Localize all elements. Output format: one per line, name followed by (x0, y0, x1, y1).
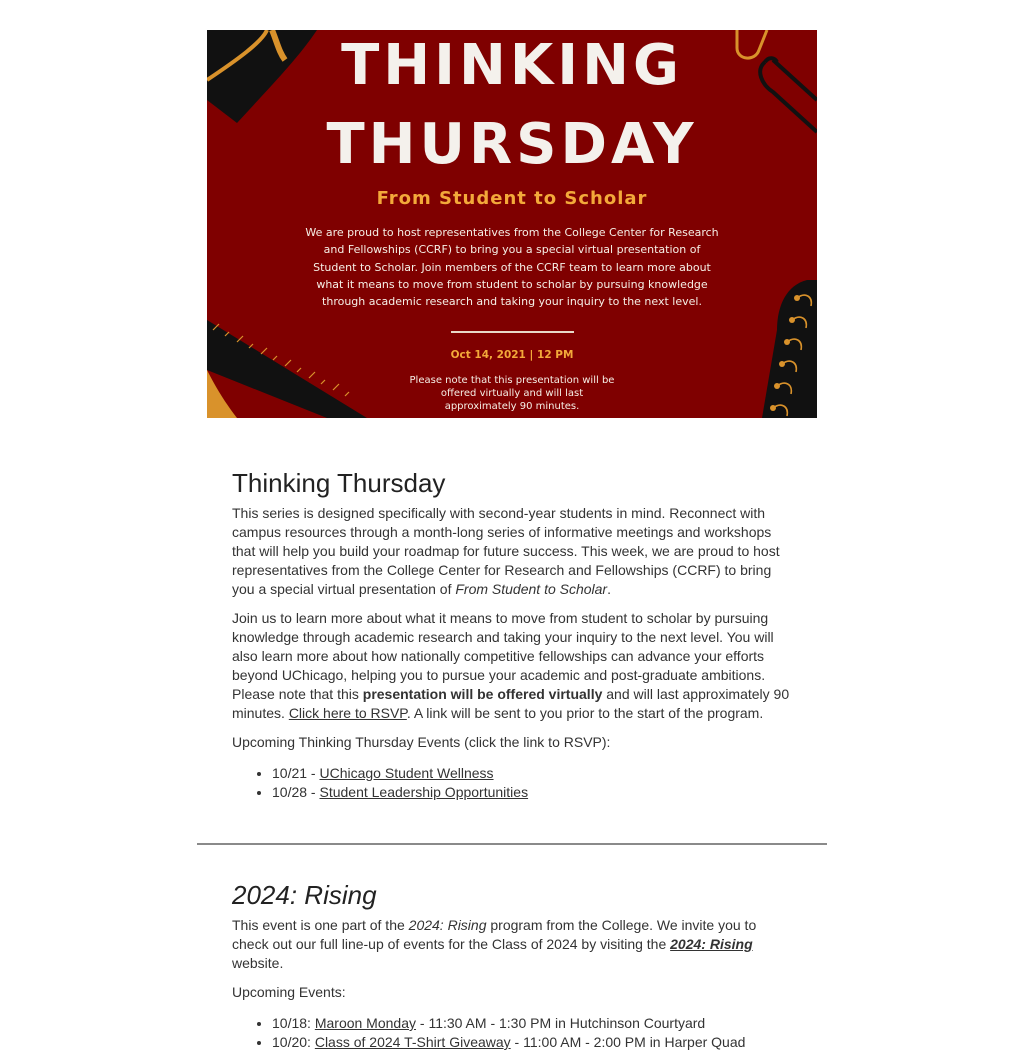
maroon-monday-link[interactable]: Maroon Monday (314, 1015, 416, 1031)
leadership-opportunities-link[interactable]: Student Leadership Opportunities (319, 784, 529, 800)
banner-title-line1: THINKING (341, 33, 683, 98)
upcoming-events-label: Upcoming Events: (232, 984, 346, 1000)
virtual-note: presentation will be offered virtually (362, 686, 603, 702)
list-item: • 10/18: Maroon Monday - 11:30 AM - 1:30 PM in Hutchinson Courtyard (272, 1014, 792, 1033)
intro-paragraph: This series is designed specifically with second-year students in mind. Reconnect with campus resources through a month-long series of informative meetings and workshops that will help you build your roadmap for future success. This week, we are proud to host representatives from the College Center for Research and Fellowships (CCRF) to bring you a special virtual presentation of From Student to Scholar. (232, 505, 780, 597)
rsvp-link[interactable]: Click here to RSVP (288, 705, 407, 721)
details-paragraph: Join us to learn more about what it means to move from student to scholar by pursuing knowledge through academic research and taking your inquiry to the next level. You will also learn more about how nationally competitive fellowships can advance your efforts beyond UChicago, helping you to pursue your academic and post-graduate ambitions. Please note that this presentation will be offered virtually and will last approximately 90 minutes. Click here to RSVP. A link will be sent to you prior to the start of the program. (232, 610, 790, 721)
list-item: • 10/21 - UChicago Student Wellness (272, 764, 792, 783)
list-item: • 10/28 - Student Leadership Opportunities (272, 783, 792, 802)
banner-description: We are proud to host representatives from the College Center for Research and Fellowships (CCRF) to bring you a special virtual presentation of Student to Scholar. Join members of the CCRF team to learn more about what it means to move from student to scholar by pursuing knowledge through academic research and taking your inquiry to the next level. (305, 226, 719, 309)
banner-subtitle: From Student to Scholar (376, 188, 648, 209)
event-banner (207, 30, 817, 418)
upcoming-events-list (232, 1014, 792, 1052)
section-divider (197, 843, 827, 845)
banner-title-line2: THURSDAY (326, 112, 698, 177)
list-item: • 10/20: Class of 2024 T-Shirt Giveaway - 11:00 AM - 2:00 PM in Harper Quad (272, 1033, 792, 1052)
tshirt-giveaway-link[interactable]: Class of 2024 T-Shirt Giveaway (314, 1034, 511, 1050)
section-heading: Thinking Thursday (232, 468, 446, 498)
program-title: From Student to Scholar (455, 581, 608, 597)
banner-note: Please note that this presentation will be offered virtually and will last approximately 90 minutes. (409, 375, 615, 412)
upcoming-events-label: Upcoming Thinking Thursday Events (click the link to RSVP): (232, 734, 611, 750)
rising-website-link[interactable]: 2024: Rising (670, 936, 753, 952)
banner-date: Oct 14, 2021 | 12 PM (450, 349, 574, 361)
thinking-thursday-section (232, 468, 792, 802)
intro-paragraph: This event is one part of the 2024: Rising program from the College. We invite you to check out our full line-up of events for the Class of 2024 by visiting the 2024: Rising website. (232, 917, 757, 971)
banner-divider (451, 331, 574, 333)
upcoming-events-list (232, 764, 792, 802)
student-wellness-link[interactable]: UChicago Student Wellness (319, 765, 494, 781)
rising-2024-section (232, 880, 792, 1052)
section-heading: 2024: Rising (232, 880, 377, 910)
program-title: 2024: Rising (408, 917, 487, 933)
